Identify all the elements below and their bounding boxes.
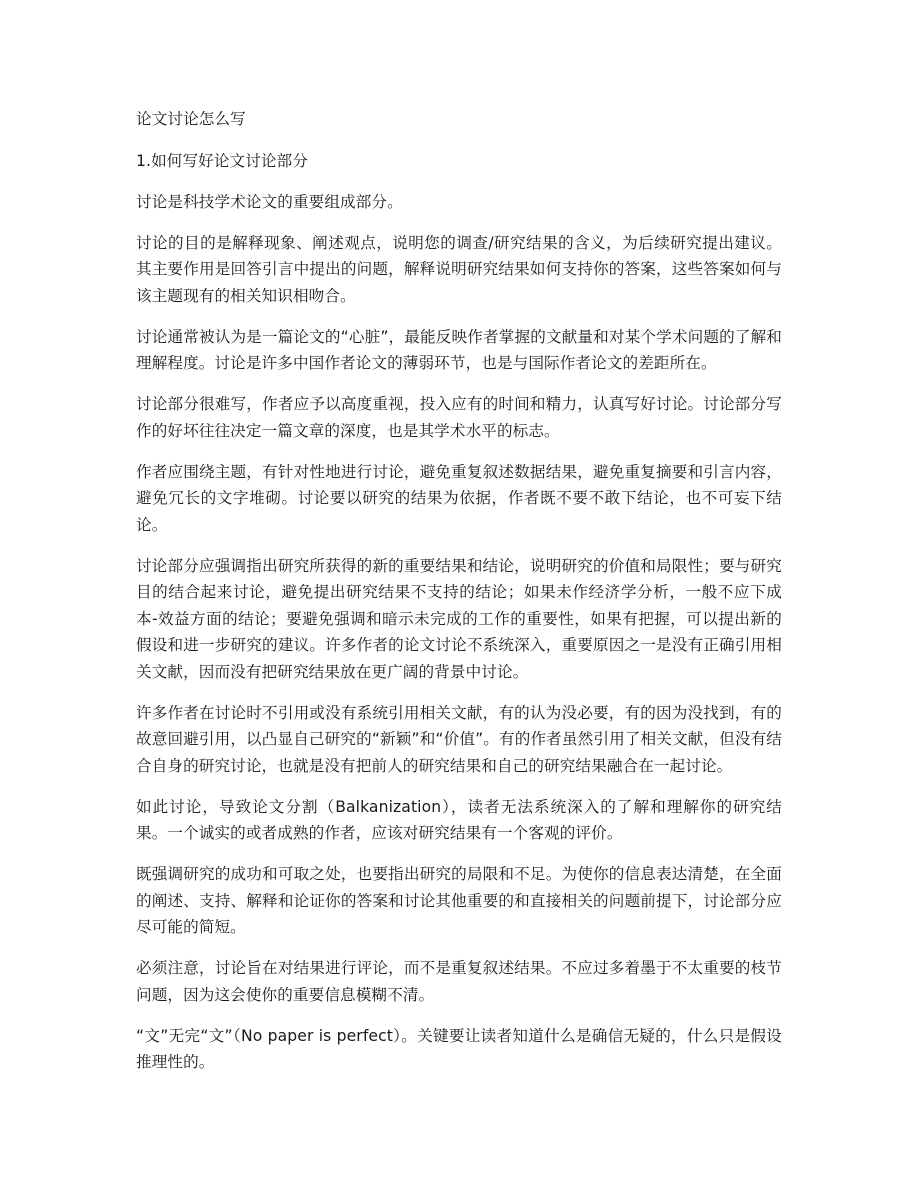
paragraph: 讨论通常被认为是一篇论文的“心脏”，最能反映作者掌握的文献量和对某个学术问题的了解和理解程度。讨论是许多中国作者论文的薄弱环节，也是与国际作者论文的差距所在。 <box>136 327 782 372</box>
paragraph: 许多作者在讨论时不引用或没有系统引用相关文献，有的认为没必要，有的因为没找到，有的故意回避引用，以凸显自己研究的“新颖”和“价值”。有的作者虽然引用了相关文献，但没有结合自身的研究讨论，也就是没有把前人的研究结果和自己的研究结果融合在一起讨论。 <box>136 703 782 775</box>
document-title: 论文讨论怎么写 <box>136 110 246 128</box>
paragraph: 讨论部分应强调指出研究所获得的新的重要结果和结论，说明研究的价值和局限性；要与研究目的结合起来讨论，避免提出研究结果不支持的结论；如果未作经济学分析，一般不应下成本-效益方面的结论；要避免强调和暗示未完成的工作的重要性，如果有把握，可以提出新的假设和进一步研究的建议。许多作者的论文讨论不系统深入，重要原因之一是没有正确引用相关文献，因而没有把研究结果放在更广阔的背景中讨论。 <box>136 556 782 681</box>
paragraph: 讨论的目的是解释现象、阐述观点，说明您的调查/研究结果的含义，为后续研究提出建议。其主要作用是回答引言中提出的问题，解释说明研究结果如何支持你的答案，这些答案如何与该主题现有的相关知识相吻合。 <box>136 233 782 305</box>
paragraph: “文”无完“文”（No paper is perfect）。关键要让读者知道什么是确信无疑的，什么只是假设推理性的。 <box>136 1026 782 1071</box>
paragraph: 如此讨论，导致论文分割（Balkanization），读者无法系统深入的了解和理解你的研究结果。一个诚实的或者成熟的作者，应该对研究结果有一个客观的评价。 <box>136 797 782 842</box>
paragraph: 既强调研究的成功和可取之处，也要指出研究的局限和不足。为使你的信息表达清楚，在全面的阐述、支持、解释和论证你的答案和讨论其他重要的和直接相关的问题前提下，讨论部分应尽可能的简短。 <box>136 865 782 936</box>
paragraph: 讨论是科技学术论文的重要组成部分。 <box>136 192 403 211</box>
paragraph: 讨论部分很难写，作者应予以高度重视，投入应有的时间和精力，认真写好讨论。讨论部分写作的好坏往往决定一篇文章的深度，也是其学术水平的标志。 <box>136 395 782 440</box>
document-page <box>136 106 782 1090</box>
paragraph: 必须注意，讨论旨在对结果进行评论，而不是重复叙述结果。不应过多着墨于不太重要的枝节问题，因为这会使你的重要信息模糊不清。 <box>136 959 782 1004</box>
section-heading: 1.如何写好论文讨论部分 <box>136 151 309 170</box>
paragraph: 作者应围绕主题，有针对性地进行讨论，避免重复叙述数据结果，避免重复摘要和引言内容，避免冗长的文字堆砌。讨论要以研究的结果为依据，作者既不要不敢下结论，也不可妄下结论。 <box>136 462 782 534</box>
